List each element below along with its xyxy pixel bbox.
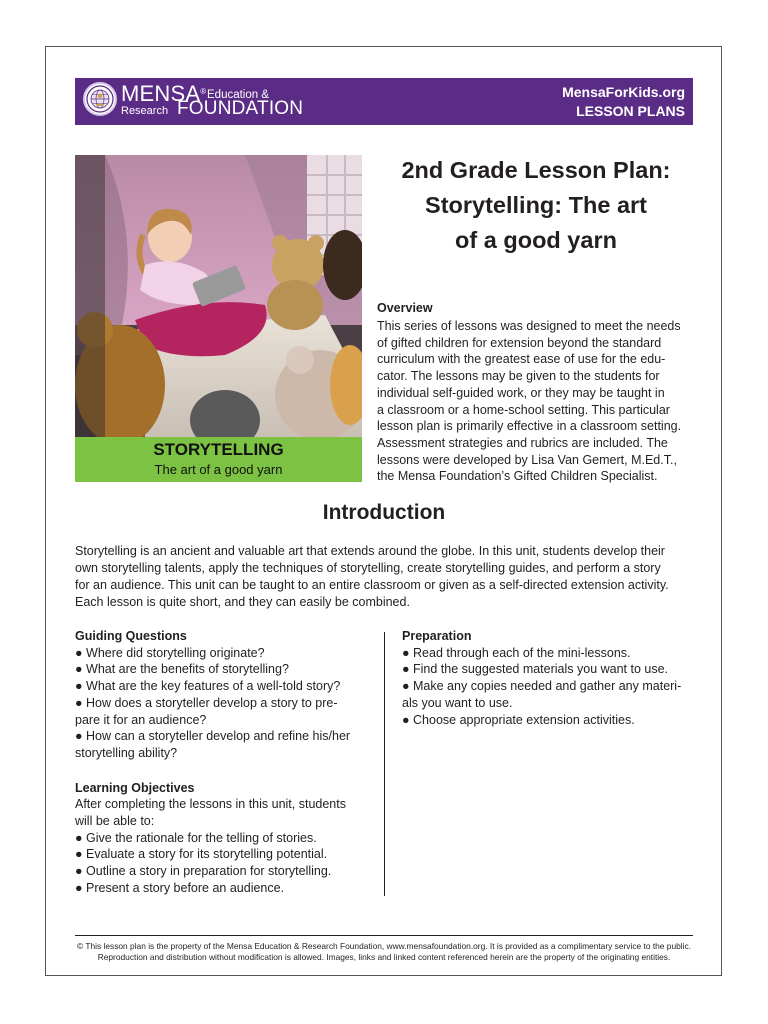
list-item: After completing the lessons in this unit, students — [75, 797, 346, 812]
footer-notice — [0, 941, 768, 963]
brand-education: Education & — [207, 89, 270, 101]
overview-line: lessons were developed by Lisa Van Gemert, M.Ed.T., — [377, 452, 677, 467]
brand-mensa: MENSA® — [121, 81, 207, 106]
footer-divider — [75, 935, 693, 936]
list-item: ● What are the key features of a well-told story? — [75, 679, 341, 694]
footer-line: Reproduction and distribution without modification is allowed. Images, links and linked content referenced herein are the property of the originating entities. — [97, 952, 671, 962]
overview-heading: Overview — [377, 301, 433, 315]
mensa-globe-logo-icon — [83, 82, 117, 116]
caption-title: STORYTELLING — [153, 440, 284, 459]
lesson-plans-label: LESSON PLANS — [576, 103, 685, 119]
overview-line: lesson plan is primarily effective in a classroom setting. — [377, 419, 682, 434]
list-item: ● How does a storyteller develop a story to pre- — [75, 695, 338, 710]
overview-line: cator. The lessons may be given to the students for — [377, 369, 660, 384]
learning-objectives-heading: Learning Objectives — [75, 780, 195, 795]
footer-line: © This lesson plan is the property of the Mensa Education & Research Foundation, www.mensafoundation.org. It is provided as a complimentary service to the public. — [77, 941, 691, 951]
list-item: ● Evaluate a story for its storytelling potential. — [75, 847, 328, 862]
list-item: ● Present a story before an audience. — [75, 880, 285, 895]
left-column — [75, 628, 375, 897]
overview-text — [377, 318, 695, 485]
preparation-heading: Preparation — [402, 629, 472, 643]
intro-line: for an audience. This unit can be taught to an entire classroom or given as a self-directed extension activity. — [75, 578, 669, 592]
hero-photo — [75, 155, 362, 437]
right-column — [402, 628, 702, 728]
overview-line: of gifted children for extension beyond the standard — [377, 335, 662, 350]
list-item: ● Where did storytelling originate? — [75, 645, 265, 660]
overview-line: a classroom or a home-school setting. This particular — [377, 402, 670, 417]
list-item: pare it for an audience? — [75, 712, 207, 727]
caption-subtitle: The art of a good yarn — [154, 462, 283, 477]
list-item: ● Give the rationale for the telling of stories. — [75, 830, 317, 845]
overview-line: Assessment strategies and rubrics are included. The — [377, 435, 668, 450]
list-item: ● Find the suggested materials you want to use. — [402, 662, 669, 677]
list-item: ● Make any copies needed and gather any materi- — [402, 679, 682, 694]
overview-line: the Mensa Foundation’s Gifted Children Specialist. — [377, 469, 658, 484]
list-item: storytelling ability? — [75, 745, 178, 760]
title-line: Storytelling: The art — [425, 192, 647, 218]
intro-line: own storytelling talents, apply the techniques of storytelling, create storytelling guides, and perform a story — [75, 561, 661, 575]
introduction-text — [75, 543, 695, 611]
guiding-questions-heading: Guiding Questions — [75, 629, 187, 643]
list-item: ● Choose appropriate extension activities. — [402, 712, 635, 727]
introduction-heading: Introduction — [322, 501, 446, 524]
intro-line: Each lesson is quite short, and they can easily be combined. — [75, 595, 410, 609]
list-item: ● Read through each of the mini-lessons. — [402, 645, 631, 660]
title-line: of a good yarn — [455, 227, 617, 253]
column-divider — [384, 632, 385, 896]
list-item: ● What are the benefits of storytelling? — [75, 662, 289, 677]
title-line: 2nd Grade Lesson Plan: — [401, 157, 671, 183]
list-item: ● Outline a story in preparation for storytelling. — [75, 864, 332, 879]
intro-line: Storytelling is an ancient and valuable art that extends around the globe. In this unit, students develop their — [75, 544, 665, 558]
list-item: will be able to: — [75, 814, 155, 829]
brand-foundation: FOUNDATION — [177, 98, 304, 119]
overview-line: This series of lessons was designed to meet the needs — [377, 319, 681, 333]
header-banner — [75, 78, 693, 125]
hero-caption — [75, 437, 362, 482]
list-item: als you want to use. — [402, 695, 513, 710]
list-item: ● How can a storyteller develop and refine his/her — [75, 729, 351, 744]
brand-research: Research — [121, 105, 169, 117]
site-name-link[interactable]: MensaForKids.org — [562, 84, 685, 100]
page-title — [380, 153, 692, 258]
overview-line: individual self-guided work, or they may be taught in — [377, 385, 665, 400]
overview-line: curriculum with the greatest ease of use for the edu- — [377, 352, 666, 367]
